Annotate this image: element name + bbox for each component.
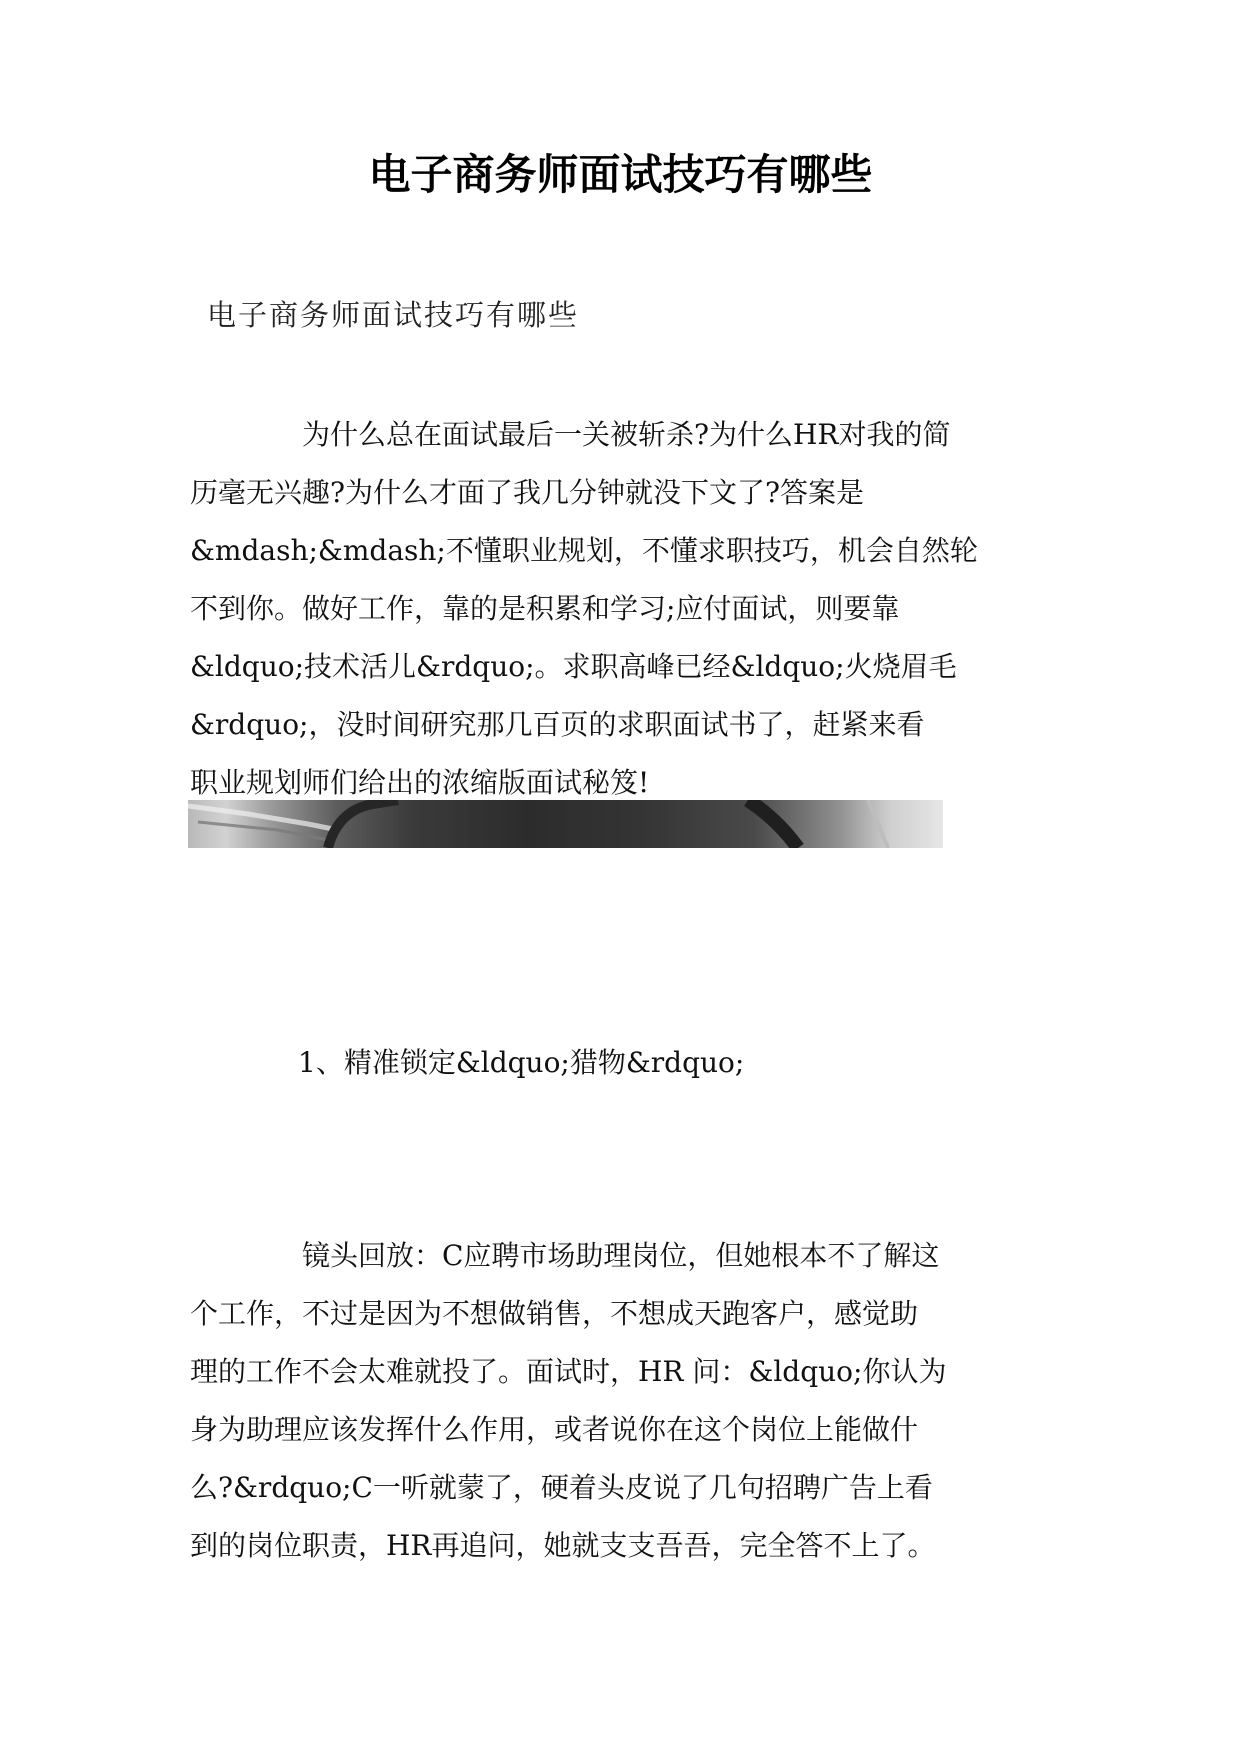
cropped-photo xyxy=(188,800,943,848)
paragraph-line: 镜头回放：C应聘市场助理岗位，但她根本不了解这 xyxy=(190,1239,940,1272)
paragraph-line: 理的工作不会太难就投了。面试时，HR 问：&ldquo;你认为 xyxy=(190,1355,947,1388)
paragraph-line: 么?&rdquo;C一听就蒙了，硬着头皮说了几句招聘广告上看 xyxy=(190,1471,933,1504)
paragraph-line: 身为助理应该发挥什么作用，或者说你在这个岗位上能做什 xyxy=(190,1413,919,1446)
document-subtitle: 电子商务师面试技巧有哪些 xyxy=(207,298,580,332)
paragraph-line: 个工作，不过是因为不想做销售，不想成天跑客户，感觉助 xyxy=(190,1297,919,1330)
paragraph-line: 不到你。做好工作，靠的是积累和学习;应付面试，则要靠 xyxy=(190,592,900,625)
photo-detail xyxy=(188,800,943,848)
paragraph-line: &rdquo;，没时间研究那几百页的求职面试书了，赶紧来看 xyxy=(190,708,925,741)
paragraph-line: 职业规划师们给出的浓缩版面试秘笈! xyxy=(190,766,650,799)
section-heading: 1、精准锁定&ldquo;猎物&rdquo; xyxy=(298,1046,745,1079)
paragraph-line: 到的岗位职责，HR再追问，她就支支吾吾，完全答不上了。 xyxy=(190,1529,936,1562)
document-title: 电子商务师面试技巧有哪些 xyxy=(368,150,873,199)
scenario-paragraph xyxy=(190,1227,1060,1575)
intro-paragraph xyxy=(190,406,1060,812)
paragraph-line: 为什么总在面试最后一关被斩杀?为什么HR对我的简 xyxy=(190,418,951,451)
paragraph-line: 历毫无兴趣?为什么才面了我几分钟就没下文了?答案是 xyxy=(190,476,865,509)
paragraph-line: &ldquo;技术活儿&rdquo;。求职高峰已经&ldquo;火烧眉毛 xyxy=(190,650,957,683)
paragraph-line: &mdash;&mdash;不懂职业规划，不懂求职技巧，机会自然轮 xyxy=(190,534,978,567)
